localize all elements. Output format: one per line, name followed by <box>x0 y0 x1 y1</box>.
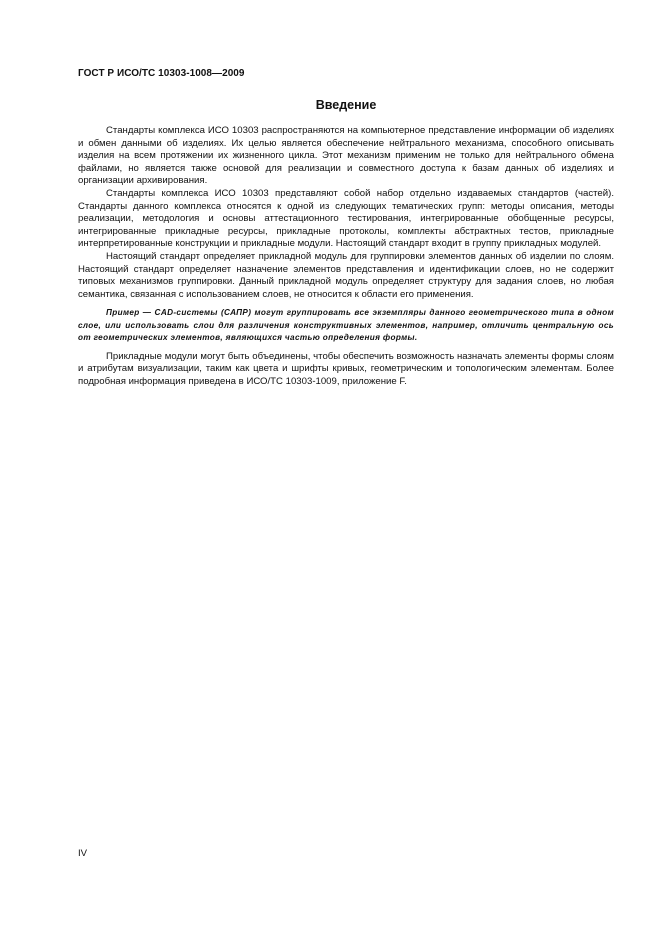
paragraph-module-purpose: Настоящий стандарт определяет прикладной модуль для группировки элементов данных об изделии по слоям. Настоящий стандарт определяет назначение элементов представления и идентификации слоев, но не содержит типовых механизмов группировки. Данный прикладной модуль определяет структуру для задания слоев, но любая семантика, связанная с использованием слоев, не относится к области его применения. <box>78 250 614 300</box>
paragraph-closing: Прикладные модули могут быть объединены, чтобы обеспечить возможность назначать элементы формы слоям и атрибутам визуализации, таким как цвета и шрифты кривых, геометрическим и топологическим элементам. Более подробная информация приведена в ИСО/ТС 10303-1009, приложение F. <box>78 350 614 387</box>
document-body <box>78 125 614 388</box>
example-note: Пример — CAD-системы (САПР) могут группировать все экземпляры данного геометрического типа в одном слое, или использовать слои для различения конструктивных элементов, например, отличить центральную ось от геометрических элементов, являющихся частью определения формы. <box>78 308 614 343</box>
document-standard-code: ГОСТ Р ИСО/ТС 10303-1008—2009 <box>78 68 245 79</box>
section-title: Введение <box>315 98 377 112</box>
paragraph-series-structure: Стандарты комплекса ИСО 10303 представляют собой набор отдельно издаваемых стандартов (частей). Стандарты данного комплекса относятся к одной из следующих тематических групп: методы описания, методы реализации, методология и основы аттестационного тестирования, интегрированные обобщенные ресурсы, интегрированные прикладные ресурсы, прикладные протоколы, комплекты абстрактных тестов, прикладные интерпретированные конструкции и прикладные модули. Настоящий стандарт входит в группу прикладных модулей. <box>78 187 614 250</box>
page-number: IV <box>78 848 88 859</box>
paragraph-scope: Стандарты комплекса ИСО 10303 распространяются на компьютерное представление информации об изделиях и обмен данными об изделиях. Их целью является обеспечение нейтрального механизма, способного описывать изделия на всем протяжении их жизненного цикла. Этот механизм применим не только для нейтрального обмена файлами, но является также основой для реализации и совместного доступа к базам данных об изделиях и организации архивирования. <box>78 125 614 187</box>
